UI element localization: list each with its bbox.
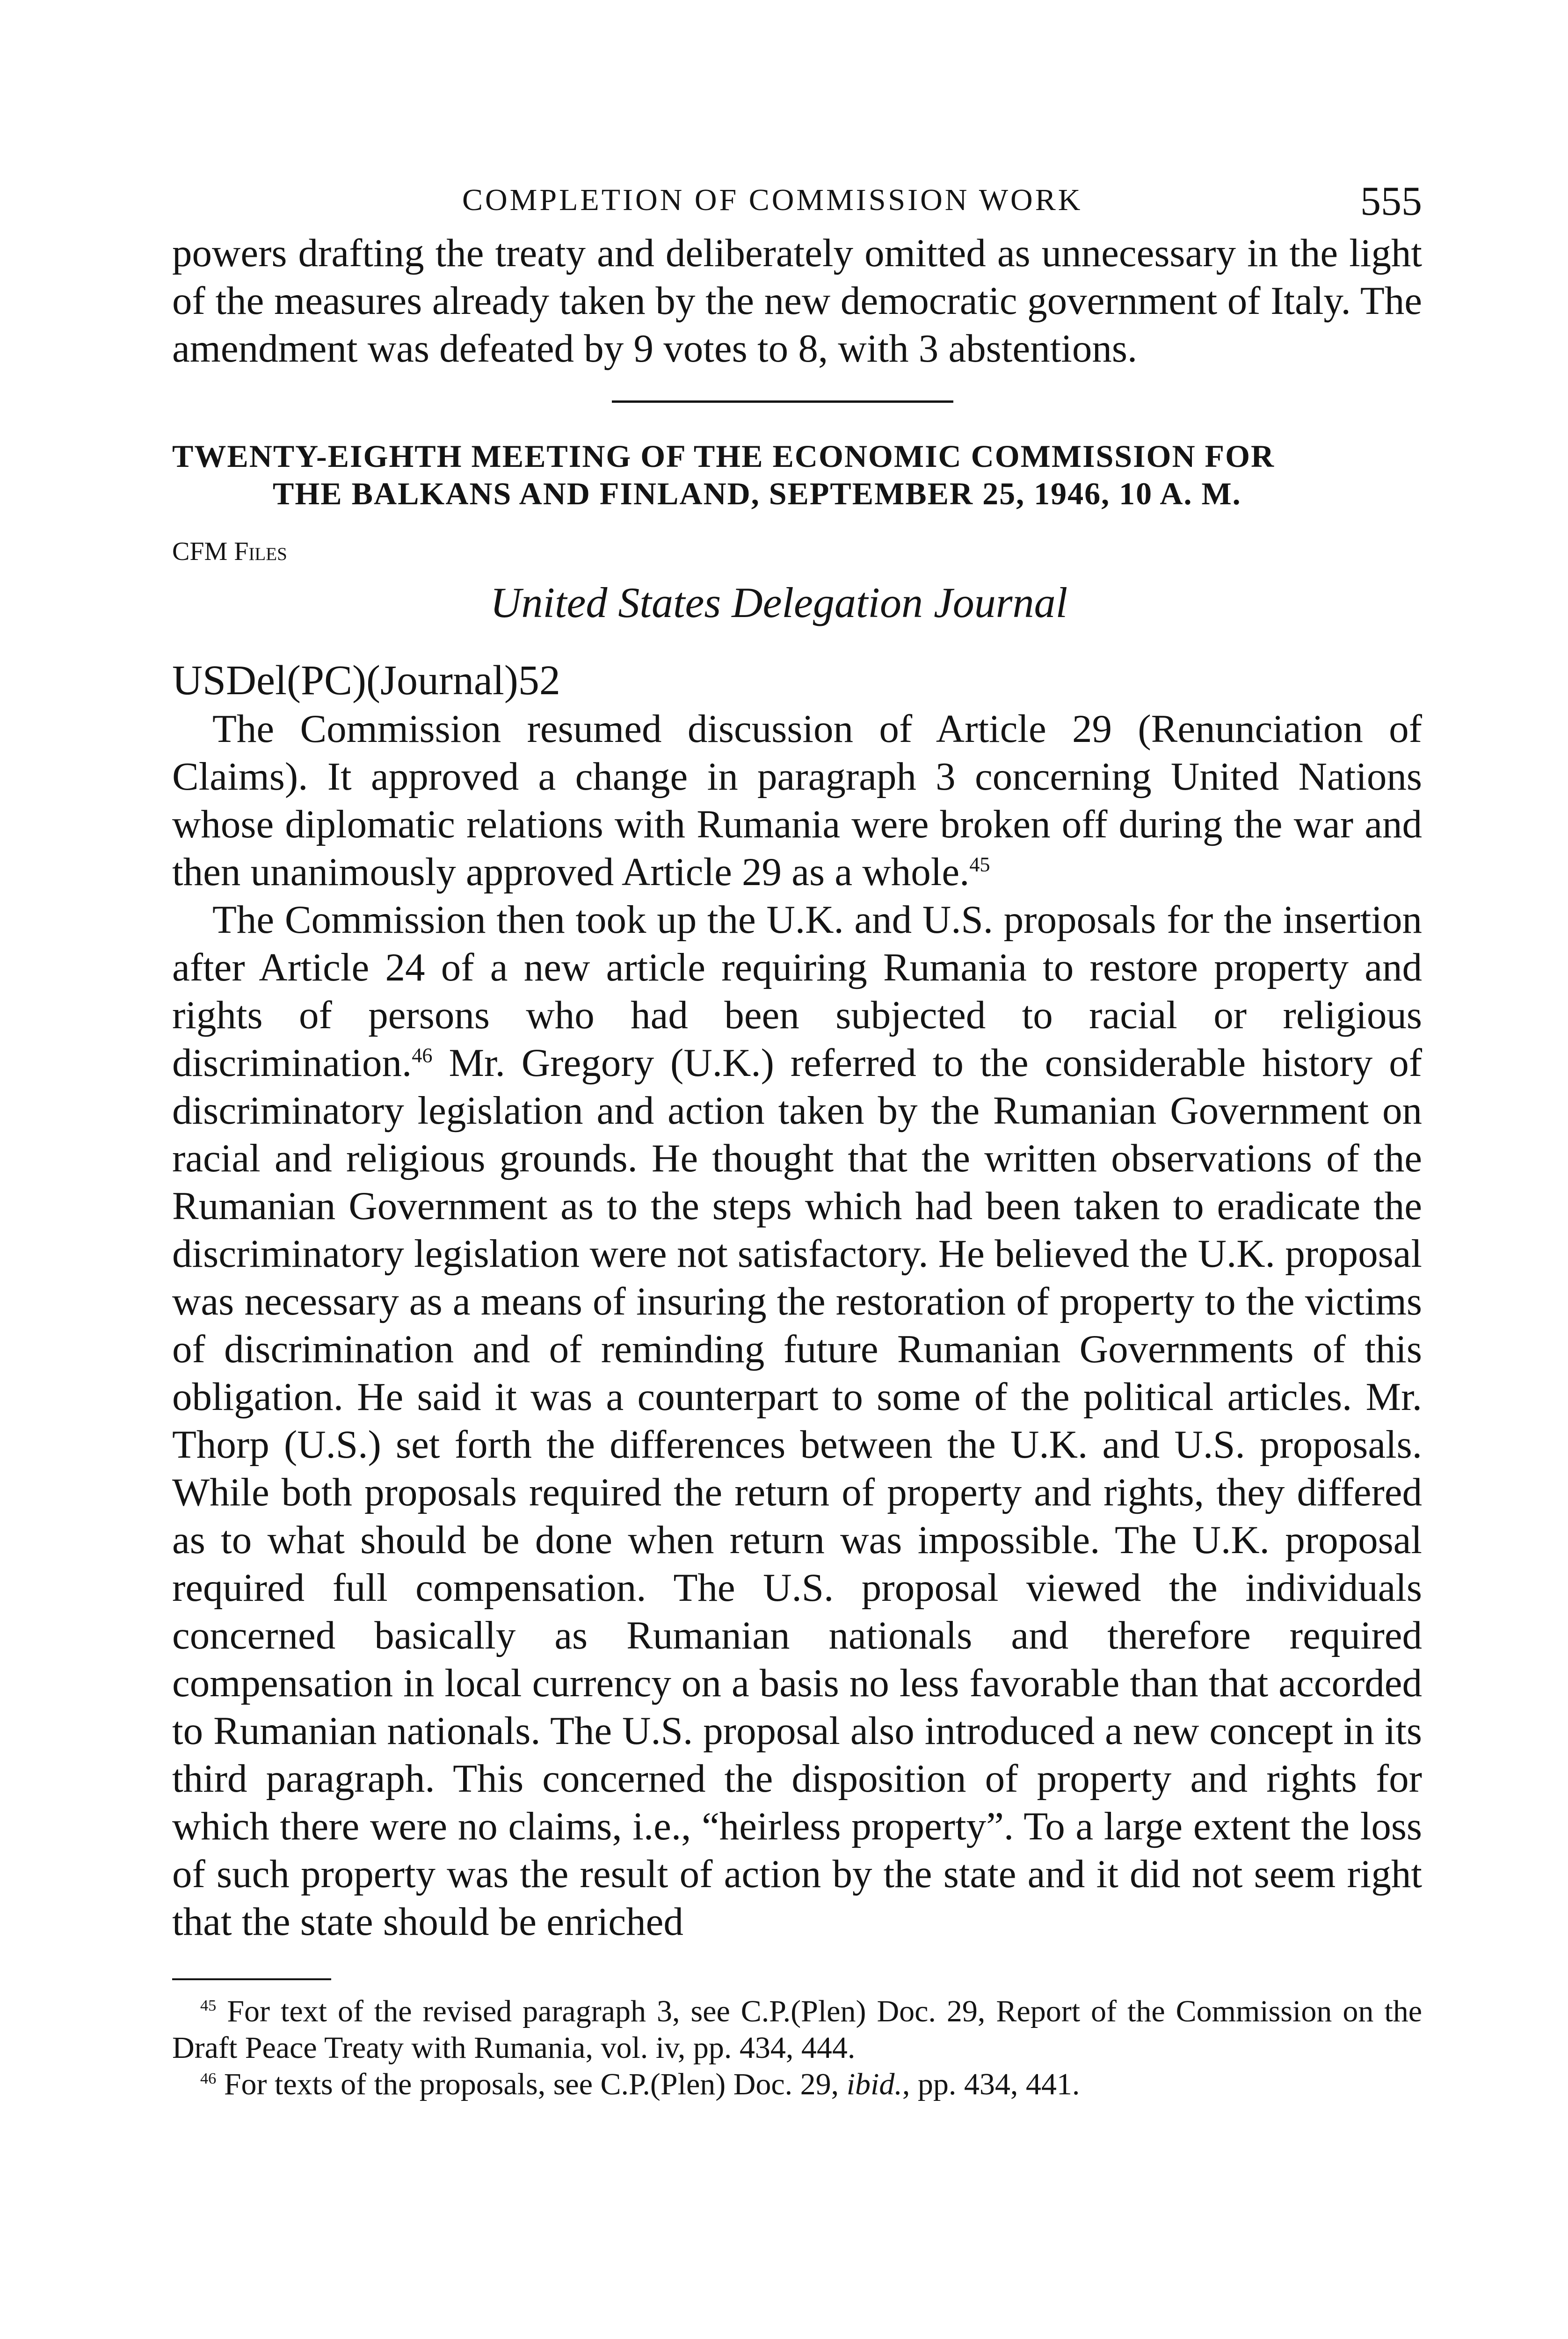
- meeting-heading-line-2: THE BALKANS AND FINLAND, SEPTEMBER 25, 1946, 10 A. M.: [273, 476, 1241, 511]
- footnote-italic-text: ibid.: [846, 2067, 902, 2101]
- journal-title: United States Delegation Journal: [490, 579, 1068, 626]
- running-title: COMPLETION OF COMMISSION WORK: [462, 183, 1083, 217]
- document-page: [172, 178, 1422, 2103]
- footnote-text: For texts of the proposals, see C.P.(Plen) Doc. 29,: [224, 2067, 847, 2101]
- paragraph-2-text-part-1: The Commission then took up the U.K. and U.S. proposals for the insertion after Article 24 of a new article requiring Rumania to restore property and rights of persons who had been subjected to racial or religious discrimination.: [172, 898, 1422, 1085]
- footnote-ref-46: 46: [412, 1044, 433, 1067]
- paragraph-renunciation-of-claims: [172, 705, 1422, 896]
- footnote-number: 46: [200, 2070, 217, 2087]
- footnotes: [172, 1993, 1422, 2103]
- footnote-45: [172, 1993, 1422, 2066]
- paragraph-1-text: The Commission resumed discussion of Article 29 (Renunciation of Claims). It approved a change in paragraph 3 concerning United Nations whose diplomatic relations with Rumania were broken off during the war and then unanimously approved Article 29 as a whole.: [172, 707, 1422, 894]
- footnote-divider: [172, 1978, 331, 1980]
- footnote-text: , pp. 434, 441.: [902, 2067, 1080, 2101]
- footnote-number: 45: [200, 1997, 217, 2014]
- page-number: 555: [1360, 179, 1422, 224]
- source-label: CFM Files: [172, 537, 287, 566]
- meeting-heading: [172, 437, 1422, 512]
- meeting-heading-line-1: TWENTY-EIGHTH MEETING OF THE ECONOMIC COMMISSION FOR: [172, 438, 1275, 474]
- footnote-ref-45: 45: [969, 853, 990, 876]
- paragraph-2-text-part-2: Mr. Gregory (U.K.) referred to the considerable history of discriminatory legislation and action taken by the Rumanian Government on racial and religious grounds. He thought that the written observations of the Rumanian Government as to the steps which had been taken to eradicate the discriminatory legislation were not satisfactory. He believed the U.K. proposal was necessary as a means of insuring the restoration of property to the victims of discrimination and of reminding future Rumanian Governments of this obligation. He said it was a counterpart to some of the political articles. Mr. Thorp (U.S.) set forth the differences between the U.K. and U.S. proposals. While both proposals required the return of property and rights, they differed as to what should be done when return was impossible. The U.K. proposal required full compensation. The U.S. proposal viewed the individuals concerned basically as Rumanian nationals and therefore required compensation in local currency on a basis no less favorable than that accorded to Rumanian nationals. The U.S. proposal also introduced a new concept in its third paragraph. This concerned the disposition of property and rights for which there were no claims, i.e., “heirless property”. To a large extent the loss of such property was the result of action by the state and it did not seem right that the state should be enriched: [172, 1041, 1422, 1944]
- paragraph-discrimination-proposals: [172, 896, 1422, 1946]
- footnote-46: [172, 2066, 1422, 2103]
- running-head: [172, 178, 1422, 229]
- footnote-text: For text of the revised paragraph 3, see C.P.(Plen) Doc. 29, Report of the Commission on the Draft Peace Treaty with Rumania, vol. iv, pp. 434, 444.: [172, 1994, 1423, 2065]
- document-reference: USDel(PC)(Journal)52: [172, 657, 560, 704]
- opening-paragraph: powers drafting the treaty and deliberately omitted as unnecessary in the light of the measures already taken by the new democratic government of Italy. The amendment was defeated by 9 votes to 8, with 3 abstentions.: [172, 231, 1422, 370]
- section-divider: [612, 400, 953, 403]
